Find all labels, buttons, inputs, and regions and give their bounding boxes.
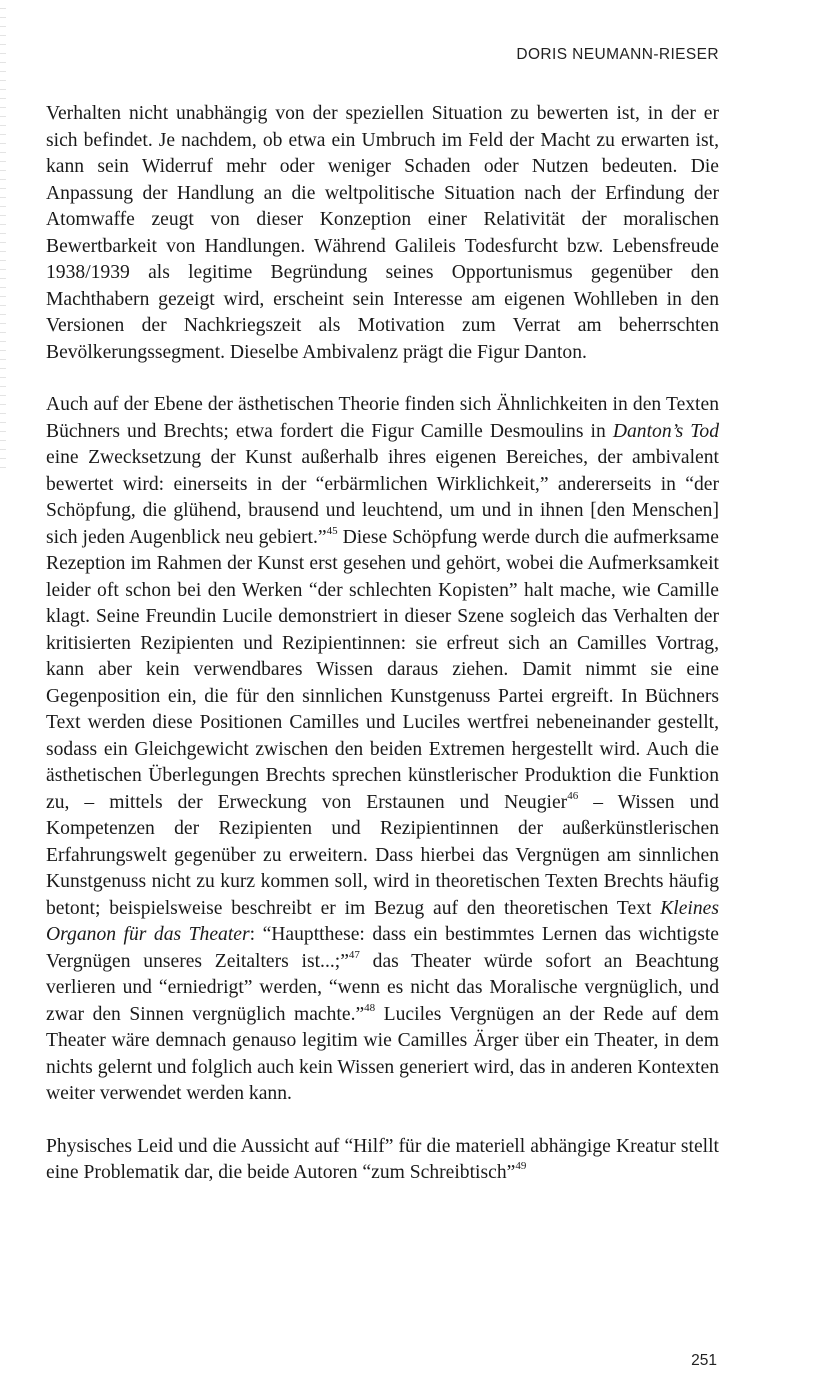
title-dantons-tod: Danton’s Tod (612, 420, 719, 442)
paragraph-2-text: Luciles Vergnügen an der Rede auf dem Theater wäre demnach genauso legitim wie Camilles Ärger über ein Theater, in dem nichts gelernt und folglich auch kein Wissen generiert wird, das in anderen Kontexten weiter verwendet werden kann. (46, 1003, 720, 1104)
paragraph-3 (46, 1134, 719, 1187)
paragraph-2-text: eine Zwecksetzung der Kunst außerhalb ihres eigenen Bereiches, der ambivalent bewertet wird: einerseits in der “erbärmlichen Wirklichkeit,” andererseits in “der Schöpfung, die glühend, brausend und leuchtend, um und in ihnen [den Menschen] sich jeden Augenblick neu gebiert.” (46, 447, 719, 548)
running-head-author: DORIS NEUMANN-RIESER (516, 46, 719, 63)
paragraph-2-text: das Theater würde sofort an Beachtung verlieren und “erniedrigt” werden, “wenn es nicht das Moralische vergnüglich, und zwar den Sinnen vergnüglich machte.” (46, 950, 719, 1025)
footnote-ref-49[interactable]: 49 (515, 1160, 527, 1173)
paragraph-2-text: Diese Schöpfung werde durch die aufmerksame Rezeption im Rahmen der Kunst erst gesehen und gehört, wobei die Aufmerksamkeit leider oft schon bei den Werken “der schlechten Kopisten” halt mache, wie Camille klagt. Seine Freundin Lucile demonstriert in dieser Szene sogleich das Verhalten der kritisierten Rezipienten und Rezipientinnen: sie erfreut sich an Camilles Vortrag, kann aber kein verwendbares Wissen daraus ziehen. Damit nimmt sie eine Gegenposition ein, die für den sinnlichen Kunstgenuss Partei ergreift. In Büchners Text werden diese Positionen Camilles und Luciles wertfrei nebeneinander gestellt, sodass ein Gleichgewicht zwischen den beiden Extremen hergestellt wird. Auch die ästhetischen Überlegungen Brechts sprechen künstlerischer Produktion die Funktion zu, – mittels der Erweckung von Erstaunen und Neugier (46, 526, 719, 813)
body-text (46, 101, 719, 1187)
paragraph-2-text: : “Hauptthese: dass ein bestimmtes Lernen das wichtigste Vergnügen unseres Zeitalters ist...;” (46, 924, 719, 972)
footnote-ref-47[interactable]: 47 (348, 948, 360, 961)
footnote-ref-45[interactable]: 45 (326, 524, 338, 537)
scan-gutter-marks (0, 0, 6, 470)
paragraph-2-text: – Wissen und Kompetenzen der Rezipienten und Rezipientinnen der außerkünstlerischen Erfahrungswelt gegenüber zu erweitern. Dass hierbei das Vergnügen am sinnlichen Kunstgenuss nicht zu kurz kommen soll, wird in theoretischen Texten Brechts häufig betont; beispielsweise beschreibt er im Bezug auf den theoretischen Text (46, 791, 719, 919)
footnote-ref-48[interactable]: 48 (364, 1001, 376, 1014)
paragraph-2 (46, 392, 719, 1108)
page-number: 251 (691, 1352, 717, 1369)
title-kleines-organon: Kleines Organon für das Theater (46, 897, 719, 945)
paragraph-1: Verhalten nicht unabhängig von der speziellen Situation zu bewerten ist, in der er sich befindet. Je nachdem, ob etwa ein Umbruch im Feld der Macht zu erwarten ist, kann sein Widerruf mehr oder weniger Schaden oder Nutzen bedeuten. Die Anpassung der Handlung an die weltpolitische Situation nach der Erfindung der Atomwaffe zeugt von dieser Konzeption einer Relativität der moralischen Bewertbarkeit von Handlungen. Während Galileis Todesfurcht bzw. Lebensfreude 1938/1939 als legitime Begründung seines Opportunismus gegenüber den Machthabern gezeigt wird, erscheint sein Interesse am eigenen Wohlleben in den Versionen der Nachkriegszeit als Motivation zum Verrat am beherrschten Bevölkerungssegment. Dieselbe Ambivalenz prägt die Figur Danton. (46, 103, 719, 363)
paragraph-3-text: Physisches Leid und die Aussicht auf “Hilf” für die materiell abhängige Kreatur stellt eine Problematik dar, die beide Autoren “zum Schreibtisch” (46, 1135, 719, 1183)
paragraph-2-text: Auch auf der Ebene der ästhetischen Theorie finden sich Ähnlichkeiten in den Texten Büchners und Brechts; etwa fordert die Figur Camille Desmoulins in (46, 394, 719, 442)
footnote-ref-46[interactable]: 46 (567, 789, 579, 802)
